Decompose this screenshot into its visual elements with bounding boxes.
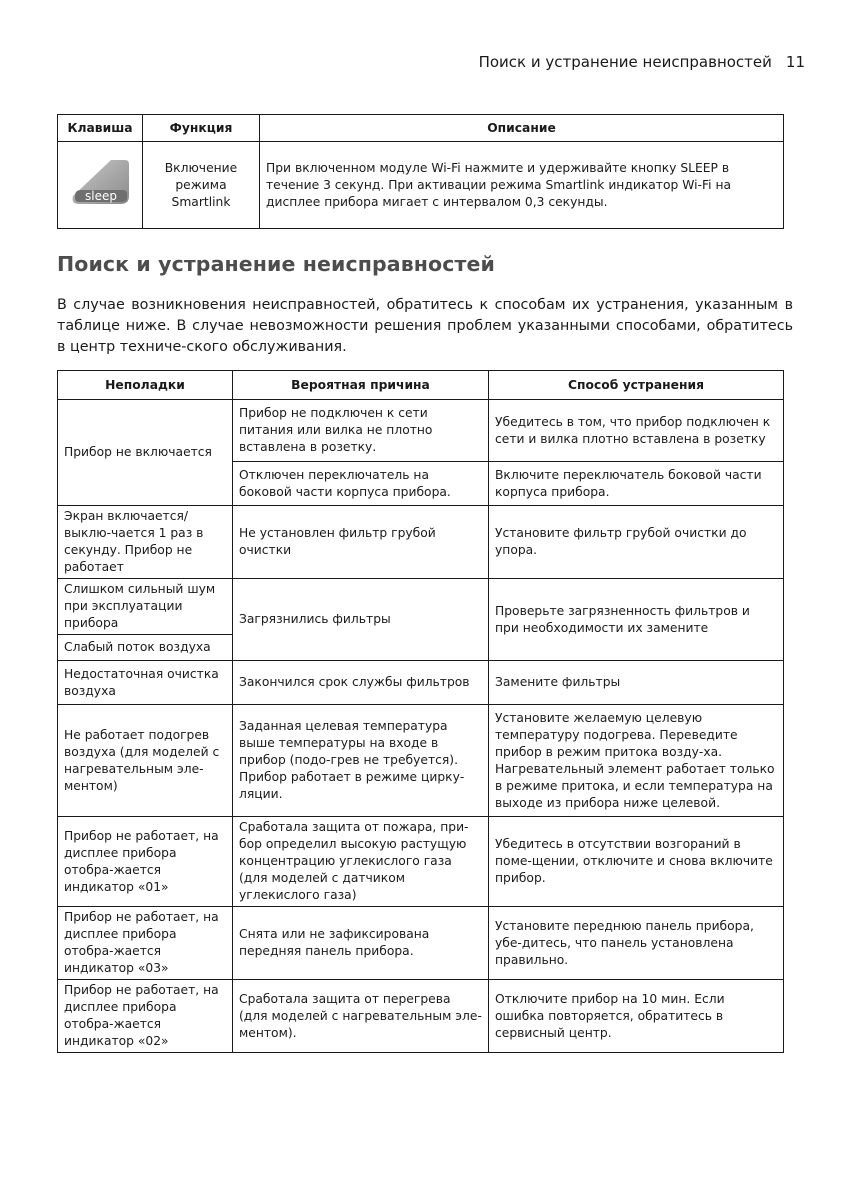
column-header-description: Описание [260, 115, 784, 142]
table-row [58, 661, 784, 705]
section-title: Поиск и устранение неисправностей [57, 252, 495, 276]
problem-cell: Прибор не работает, на дисплее прибора отобра-жается индикатор «03» [58, 907, 233, 980]
solution-cell: Установите желаемую целевую температуру подогрева. Переведите прибор в режим притока возду-ха. Нагревательный элемент работает только в режиме притока, и если температура на выходе из прибора ниже целевой. [489, 705, 784, 817]
column-header-key: Клавиша [58, 115, 143, 142]
description-cell: При включенном модуле Wi-Fi нажмите и удерживайте кнопку SLEEP в течение 3 секунд. При активации режима Smartlink индикатор Wi-Fi на дисплее прибора мигает с интервалом 0,3 секунды. [260, 142, 784, 229]
sleep-button-icon [67, 156, 133, 210]
troubleshooting-table [57, 370, 784, 1053]
cause-cell: Не установлен фильтр грубой очистки [233, 506, 489, 579]
cause-cell: Отключен переключатель на боковой части корпуса прибора. [233, 462, 489, 506]
page-number: 11 [785, 53, 805, 71]
problem-cell: Слишком сильный шум при эксплуатации прибора [58, 579, 233, 635]
table-row [58, 142, 784, 229]
running-title: Поиск и устранение неисправностей [478, 53, 772, 71]
cause-cell: Заданная целевая температура выше температуры на входе в прибор (подо-грев не требуется). Прибор работает в режиме цирку-ляции. [233, 705, 489, 817]
table-row [58, 506, 784, 579]
solution-cell: Замените фильтры [489, 661, 784, 705]
intro-paragraph: В случае возникновения неисправностей, обратитесь к способам их устранения, указанным в таблице ниже. В случае невозможности решения проблем указанными способами, обратитесь в центр техниче-ского обслуживания. [57, 297, 793, 355]
table-row [58, 907, 784, 980]
solution-cell: Установите фильтр грубой очистки до упора. [489, 506, 784, 579]
column-header-solution: Способ устранения [489, 371, 784, 400]
problem-cell: Недостаточная очистка воздуха [58, 661, 233, 705]
solution-cell: Отключите прибор на 10 мин. Если ошибка повторяется, обратитесь в сервисный центр. [489, 980, 784, 1053]
function-cell: Включение режима Smartlink [143, 142, 260, 229]
column-header-function: Функция [143, 115, 260, 142]
problem-cell: Экран включается/выклю-чается 1 раз в секунду. Прибор не работает [58, 506, 233, 579]
solution-cell: Убедитесь в отсутствии возгораний в поме-щении, отключите и снова включите прибор. [489, 817, 784, 907]
column-header-cause: Вероятная причина [233, 371, 489, 400]
problem-cell: Прибор не работает, на дисплее прибора отобра-жается индикатор «02» [58, 980, 233, 1053]
problem-cell: Не работает подогрев воздуха (для моделей с нагревательным эле-ментом) [58, 705, 233, 817]
cause-cell: Загрязнились фильтры [233, 579, 489, 661]
cause-cell: Сработала защита от пожара, при-бор определил высокую растущую концентрацию углекислого газа (для моделей с датчиком углекислого газа) [233, 817, 489, 907]
solution-cell: Проверьте загрязненность фильтров и при необходимости их замените [489, 579, 784, 661]
key-cell [58, 142, 143, 229]
table-row [58, 980, 784, 1053]
problem-cell: Слабый поток воздуха [58, 635, 233, 661]
cause-cell: Прибор не подключен к сети питания или вилка не плотно вставлена в розетку. [233, 400, 489, 462]
column-header-problem: Неполадки [58, 371, 233, 400]
table-header-row [58, 115, 784, 142]
cause-cell: Закончился срок службы фильтров [233, 661, 489, 705]
table-row [58, 579, 784, 635]
table-row [58, 705, 784, 817]
cause-cell: Сработала защита от перегрева (для моделей с нагревательным эле-ментом). [233, 980, 489, 1053]
svg-text:sleep: sleep [85, 188, 117, 203]
problem-cell: Прибор не включается [58, 400, 233, 506]
running-header [479, 53, 805, 71]
problem-cell: Прибор не работает, на дисплее прибора отобра-жается индикатор «01» [58, 817, 233, 907]
table-row [58, 400, 784, 462]
table-row [58, 817, 784, 907]
solution-cell: Включите переключатель боковой части корпуса прибора. [489, 462, 784, 506]
solution-cell: Убедитесь в том, что прибор подключен к сети и вилка плотно вставлена в розетку [489, 400, 784, 462]
key-function-table [57, 114, 784, 229]
solution-cell: Установите переднюю панель прибора, убе-дитесь, что панель установлена правильно. [489, 907, 784, 980]
cause-cell: Снята или не зафиксирована передняя панель прибора. [233, 907, 489, 980]
table-header-row [58, 371, 784, 400]
